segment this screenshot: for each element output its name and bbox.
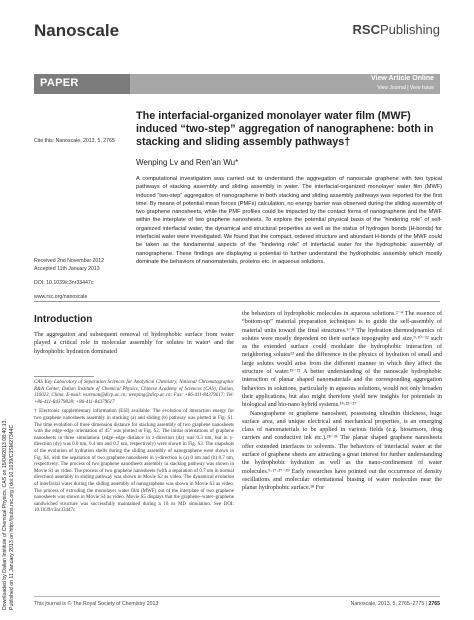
page-number: 2765 [428, 601, 440, 607]
download-note-line2: Published on 11 January 2013 on http://pubs.rsc.org | doi:10.1039/C3SM27344C [9, 424, 15, 610]
citation: Cite this: Nanoscale, 2013, 5, 2765 [34, 138, 115, 144]
article-dates [34, 257, 104, 301]
left-column-text [34, 331, 234, 356]
authors: Wenping Lv and Ren'an Wu* [136, 158, 239, 167]
publisher-logo [353, 22, 440, 37]
footer-copyright: This journal is © The Royal Society of Chemistry 2013 [34, 601, 159, 607]
article-type-banner [34, 74, 440, 94]
footnotes [34, 380, 234, 518]
banner-label-box [34, 74, 130, 94]
view-journal-issue-links[interactable]: View Journal | View Issue [377, 85, 434, 91]
publisher-logo-rest: Publishing [380, 22, 440, 37]
intro-paragraph-1: The aggregation and subsequent removal of hydrophobic surface from water played a critical role in molecular assembly for solutes in water¹ and the hydrophobic hydration dominated [34, 332, 234, 355]
view-article-online-link[interactable]: View Article Online [370, 75, 434, 82]
right-column-text [242, 310, 442, 493]
affiliation-footnote: CAS Key Laboratory of Separation Sciences for Analytical Chemistry, National Chromatographic R&A Center, Dalian Institute of Chemical Physics, Chinese Academy of Sciences (CAS), Dalian, 116023, China. E-mail: wurenan@dicp.ac.cn; wenping@dicp.ac.cn; Fax: +86-411-84379617; Tel: +86-411-84379828; +86-411-84379617 [34, 380, 234, 405]
abstract: A computational investigation was carried out to understand the aggregation of nanoscale graphene with two typical pathways of stacking assembly and sliding assembly in water. The interfacial-organized monolayer water film (MWF) induced “two-step” aggregation of nanographene in both stacking and sliding assembly pathways was reported for the first time. By means of potential mean forces (PMFs) calculation, no energy barrier was observed during the sliding assembly of two graphene nanosheets, while the PMF profiles could be impacted by the contact forms of nanographene and the MWF within the interplate of two graphene nanosheets. To explore the potential physical basis of the “hindering role” of self-organized interfacial water, the dynamical and structural properties as well as the status of hydrogen bonds (H-bonds) for interfacial water were investigated. We found that the compact, ordered structure and abundant H-bonds of the MWF could be taken as the fundamental aspects of the “hindering role” of interfacial water for the hydrophobic assembly of nanographene. These findings are displaying a potential to further understand the hydrophobic assembly which mostly dominate the behaviors of nanomaterials, proteins etc. in aqueous solutions. [136, 176, 442, 265]
footer-citation: Nanoscale, 2013, 5, 2765–2775 | 2765 [350, 601, 440, 607]
intro-paragraph-2: Nanographene or graphene nanosheet, possessing ultrathin thickness, huge surface area, and unique electrical and mechanical properties, is an emerging class of nanomaterials to be applied in various fields (e.g. biosensors, drug carriers and conductive ink etc.).²⁸⁻³⁶ The planar shaped graphene nanosheets offer extended interfaces to solvents. The behaviors of interfacial water at the surface of graphene sheets are attracting a great interest for further understanding the hydrophobic hydration as well as the nano-confinement of water molecules.⁹·¹⁷·³⁷⁻³⁹ Early researches have pointed out the occurrence of density oscillations and molecular orientational biasing of water molecules near the planar hydrophobic surface.¹⁸ For [242, 410, 442, 492]
footer-journal-ref: Nanoscale, 2013, 5, 2765–2775 [350, 601, 425, 607]
received-date: Received 2nd November 2012 [34, 258, 105, 264]
accepted-date: Accepted 11th January 2013 [34, 266, 100, 272]
footer-divider [34, 596, 440, 597]
section-divider [34, 301, 440, 302]
doi[interactable]: DOI: 10.1039/c3nr33447c [34, 280, 94, 286]
journal-name: Nanoscale [34, 21, 120, 40]
esi-footnote: † Electronic supplementary information (ESI) available: The evolution of interaction energy for two graphene nanosheets assembly in stacking (a) and sliding (b) pathway was plotted in Fig. S1. The time evolution of three dimension distance for stacking assembly of two graphene nanosheets with the edge–edge orientation of 45° was plotted in Fig. S2. The initial orientations of graphene nanosheets in three simulations (edge–edge distance in z-direction (dz) was 0.3 nm, but in y-direction (dy) was 0.0 nm, 0.4 nm and 0.7 nm, respectively) were shown in Fig. S3. The snapshots of the evolution of hydration shells during the sliding assembly of nanographene were shown in Fig. S4, with the separation of two graphene nanosheets in y-direction is (a) 0 nm and (b) 0.7 nm, respectively. The process of two graphene nanosheets assembly in stacking pathway was shown in Movie S1 as video. The process of two graphene nanosheets (with a separation of 0.7 nm in normal direction) assembly in sliding pathway was shown in Movie S2 as video. The dynamical evolution of interfacial water during the sliding assembly of nanographene was shown in Movie S3 as video. The process of extruding the monolayer water film (MWF) out of the interplate of two graphene nanosheets was shown in Movie S4 as video. Movie S5 displays that the graphene–water–graphene sandwiched structure was successfully maintained during a 10 ns MD simulation. See DOI: 10.1039/c3nr33447c [34, 409, 234, 514]
section-heading-introduction: Introduction [34, 314, 93, 325]
download-note-strip [2, 330, 26, 610]
article-title: The interfacial-organized monolayer water film (MWF) induced “two-step” aggregation of nanographene: both in stacking and sliding assembly pathways† [136, 110, 434, 148]
download-note-line1: Downloaded by Dalian Institute of Chemical Physics, CAS on 15/04/2013 08:40:13. [2, 419, 8, 610]
journal-url[interactable]: www.rsc.org/nanoscale [34, 294, 88, 300]
footnote-divider [34, 376, 94, 377]
article-type-label: PAPER [40, 77, 79, 89]
publisher-logo-bold: RSC [352, 22, 380, 37]
intro-paragraph-continued: the behaviors of hydrophobic molecules in aqueous solutions.²⁻⁴ The essence of “bottom-up” material preparation techniques is to guide the self-assembly of material units toward the final structures.⁵⁻⁸ The hydration thermodynamics of solutes were mostly dependent on their surface topography and size,⁹·¹⁰⁻¹² such as the extended surface could modulate the hydrophobic interaction of neighboring solutes¹³ and the difference in the physics of hydration of small and large solutes would arise from the different manner in which they affect the structure of water.¹⁹⁻²² A better understanding of the nanoscale hydrophobic interaction of planar shaped nanomaterials and the corresponding aggregation behaviors in solutions, particularly in aqueous solutions, would not only broaden their applications, but also might therefore yield new insights for potentials in biological and bio-nano hybrid systems.¹⁴·²³⁻²⁷ [242, 311, 442, 409]
